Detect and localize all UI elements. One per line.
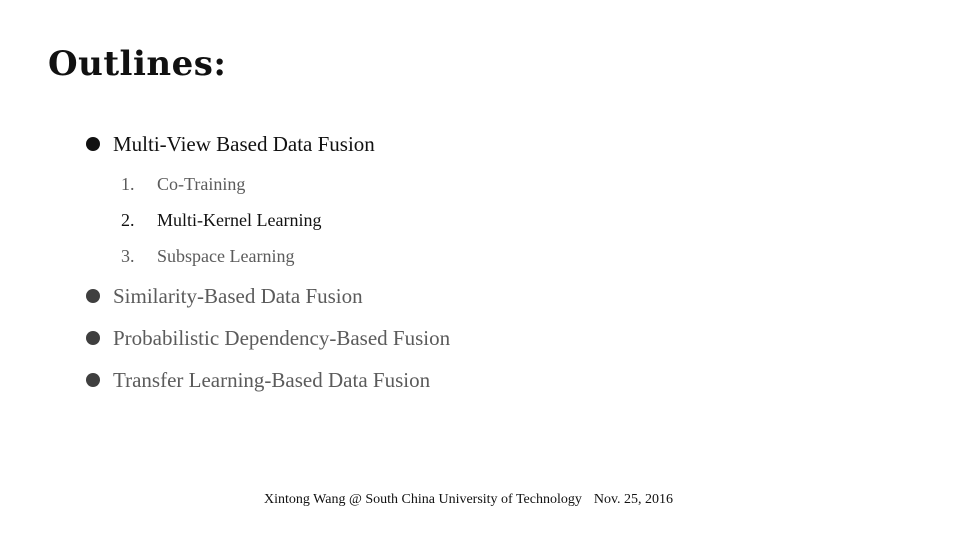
bullet-item-similarity: [86, 282, 363, 310]
footer-date: Nov. 25, 2016: [593, 492, 674, 507]
subitem-label: Co-Training: [157, 173, 246, 194]
bullet-dot-icon: [86, 331, 100, 345]
bullet-item-multi-view: [86, 130, 375, 158]
slide-title: Outlines:: [48, 44, 227, 84]
bullet-item-transfer-learning: [86, 366, 430, 394]
subitem-number: 2.: [121, 209, 135, 230]
bullet-dot-icon: [86, 137, 100, 151]
subitem-multi-kernel-learning: [121, 208, 321, 232]
footer-author: Xintong Wang @ South China University of Technology: [264, 492, 582, 507]
subitem-label: Subspace Learning: [157, 245, 295, 266]
slide-footer: [264, 492, 673, 508]
subitem-subspace-learning: [121, 244, 294, 268]
bullet-label: Similarity-Based Data Fusion: [113, 283, 363, 308]
subitem-co-training: [121, 172, 245, 196]
bullet-label: Probabilistic Dependency-Based Fusion: [113, 325, 451, 350]
bullet-dot-icon: [86, 373, 100, 387]
bullet-dot-icon: [86, 289, 100, 303]
subitem-label: Multi-Kernel Learning: [157, 209, 322, 230]
bullet-label: Transfer Learning-Based Data Fusion: [113, 367, 431, 392]
subitem-number: 1.: [121, 173, 135, 194]
bullet-item-probabilistic: [86, 324, 450, 352]
bullet-label: Multi-View Based Data Fusion: [113, 131, 375, 156]
subitem-number: 3.: [121, 245, 135, 266]
